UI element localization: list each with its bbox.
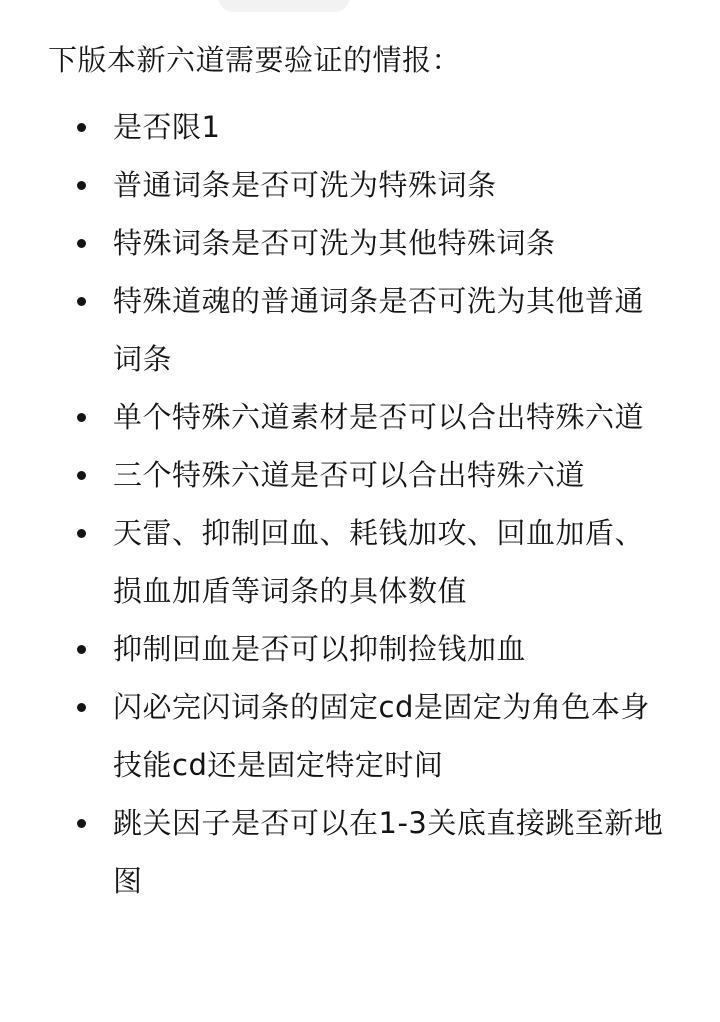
- list-item-text: 单个特殊六道素材是否可以合出特殊六道: [113, 400, 645, 434]
- list-item: [48, 446, 678, 504]
- top-pill: [218, 0, 350, 12]
- list-item-text: 特殊词条是否可洗为其他特殊词条: [113, 226, 556, 260]
- bullet-icon: [77, 645, 86, 654]
- list-item: [48, 214, 678, 272]
- bullet-icon: [77, 471, 86, 480]
- bullet-icon: [77, 123, 86, 132]
- list-item: [48, 272, 678, 388]
- bullet-icon: [77, 181, 86, 190]
- list-item: [48, 678, 678, 794]
- list-item: [48, 794, 678, 910]
- info-list: [48, 98, 678, 910]
- bullet-icon: [77, 529, 86, 538]
- list-item: [48, 388, 678, 446]
- bullet-icon: [77, 297, 86, 306]
- list-item-text: 跳关因子是否可以在1-3关底直接跳至新地图: [113, 806, 664, 898]
- list-item: [48, 504, 678, 620]
- bullet-icon: [77, 239, 86, 248]
- list-item: [48, 156, 678, 214]
- list-item-text: 特殊道魂的普通词条是否可洗为其他普通词条: [113, 284, 645, 376]
- list-item: [48, 98, 678, 156]
- bullet-icon: [77, 819, 86, 828]
- list-item-text: 闪必完闪词条的固定cd是固定为角色本身技能cd还是固定特定时间: [113, 690, 650, 782]
- bullet-icon: [77, 703, 86, 712]
- bullet-icon: [77, 413, 86, 422]
- list-item-text: 三个特殊六道是否可以合出特殊六道: [113, 458, 586, 492]
- list-item-text: 天雷、抑制回血、耗钱加攻、回血加盾、损血加盾等词条的具体数值: [113, 516, 645, 608]
- message-content: [48, 40, 678, 910]
- list-item-text: 是否限1: [113, 110, 221, 144]
- list-item: [48, 620, 678, 678]
- list-item-text: 普通词条是否可洗为特殊词条: [113, 168, 497, 202]
- intro-text: 下版本新六道需要验证的情报：: [48, 43, 462, 77]
- list-item-text: 抑制回血是否可以抑制捡钱加血: [113, 632, 527, 666]
